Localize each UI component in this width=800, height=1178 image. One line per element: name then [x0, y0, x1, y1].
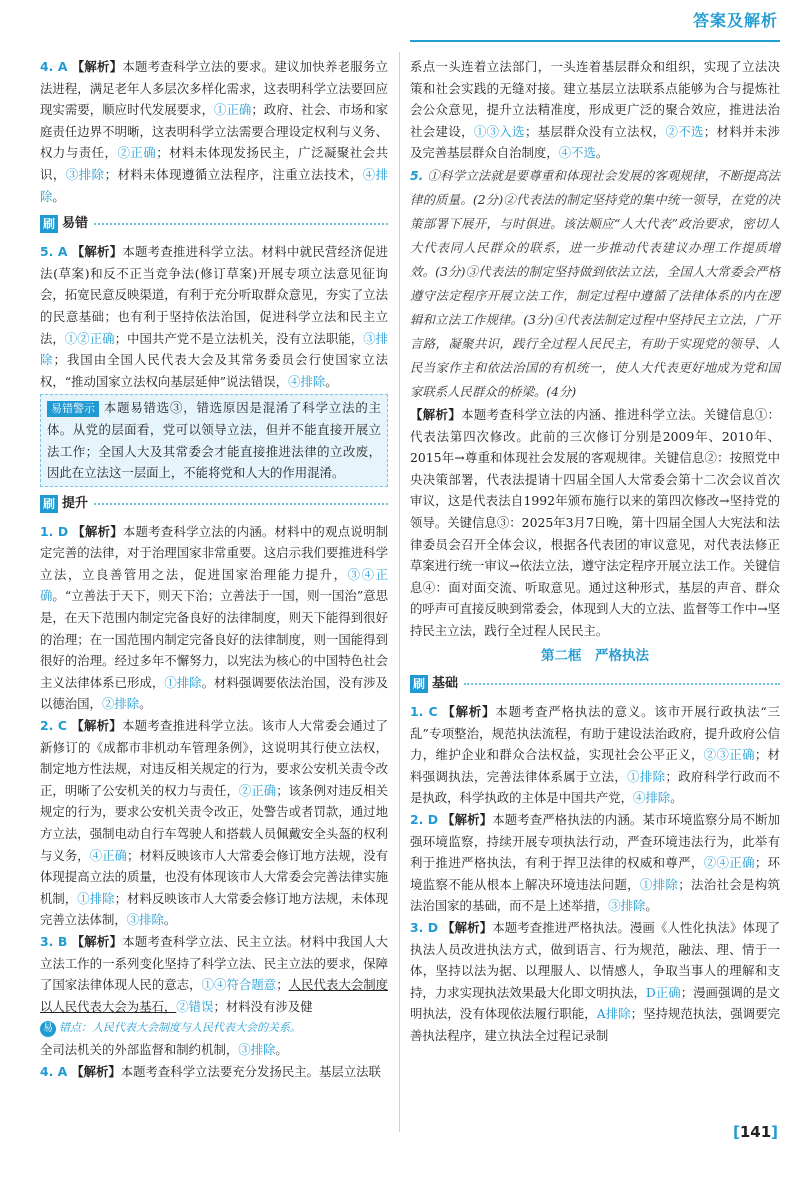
answer-item-q3: 3. D 【解析】本题考查推进严格执法。漫画《人性化执法》体现了执法人员改进执法方式，做到语言、行为规范，融法、理、情于一体，坚持以法为据、以理服人、以情感人，争取当事人的理解和支持，力求实现执法效果最大化即文明执法，D正确；漫画强调的是文明执法，没有体现依法履行职能，A排除；坚持规范执法，强调要完善执法程序，建立执法全过程记录制: [410, 920, 781, 1043]
brush-icon: 刷: [410, 675, 428, 693]
answer-item-4: 4. A 【解析】本题考查科学立法的要求。建议加快养老服务立法进程，满足老年人多层次多样化需求，这表明科学立法要回应现实需要，顺应时代发展要求，①正确；政府、社会、市场和家庭责任边界不明晰，这表明科学立法需要合理设定权利与义务、权力与责任，②正确；材料未体现发扬民主，广泛凝聚社会共识，③排除；材料未体现遵循立法程序，注重立法技术，④排除。: [40, 59, 389, 204]
answer-item-3-cont: 全司法机关的外部监督和制约机制，③排除。: [40, 1041, 288, 1057]
left-column: [40, 56, 388, 1082]
answer-item-1: 1. D 【解析】本题考查科学立法的内涵。材料中的观点说明制定完善的法律，对于治理国家非常重要。这启示我们要推进科学立法，立良善管用之法，促进国家治理能力提升，③④正确。“立善法于天下，则天下治；立善法于一国，则一国治”意思是，在天下范围内制定完备良好的法律制度，则天下能得到很好的治理；在一国范围内制定完备良好的法律制度，则一国能得到很好的治理。经过多年不懈努力，以宪法为核心的中国特色社会主义法律体系已形成，①排除。材料强调要依法治国，没有涉及以德治国，②排除。: [40, 523, 389, 712]
warning-tag: 易错警示: [47, 401, 99, 417]
answer-item-5-handwritten: 5. ①科学立法就是要尊重和体现社会发展的客观规律，不断提高法律的质量。(2分)②代表法的制定坚持党的集中统一领导，在党的决策部署下展开，与时俱进。该法顺应“人大代表”政治要求，密切人大代表同人民群众的联系，进一步推动代表建议办理工作提质增效。(3分)③代表法的制定坚持做到依法立法，全国人大常委会严格遵守法定程序开展立法工作，制定过程中遵循了法律体系的内在逻辑和立法工作规律。(3分)④代表法制定过程中坚持民主立法，广开言路，凝聚共识，践行全过程人民民主，有助于实现党的领导、人民当家作主和依法治国的有机统一，使人大代表更好地成为党和国家联系人民群众的桥梁。(4分): [410, 167, 780, 399]
brush-icon: 刷: [40, 495, 58, 513]
dotted-rule: [94, 223, 388, 225]
answer-item-4b-cont: 系点一头连着立法部门，一头连着基层群众和组织，实现了立法决策和社会实践的无缝对接。建立基层立法联系点能够为合与提炼社会公众意见，提升立法精准度，形成更广泛的聚合效应，推进法治社会建设，①③入选；基层群众没有立法权，②不选；材料并未涉及完善基层群众自治制度，④不选。: [410, 59, 781, 161]
answer-item-q1: 1. C 【解析】本题考查严格执法的意义。该市开展行政执法“三乱”专项整治，规范执法流程，有助于建设法治政府，提升政府公信力，维护企业和群众合法权益，实现社会公平正义，②③正确；材料强调执法，完善法律体系属于立法，①排除；政府科学行政而不是执政，科学执政的主体是中国共产党，④排除。: [410, 704, 781, 806]
section-title: 易错: [62, 216, 89, 232]
dotted-rule: [94, 503, 388, 505]
right-column: [410, 56, 780, 1047]
section-header-tisheng: [40, 493, 388, 515]
error-point-icon: 易: [40, 1021, 56, 1037]
page-number: [141]: [733, 1123, 779, 1141]
brush-icon: 刷: [40, 215, 58, 233]
section-title: 提升: [62, 495, 89, 511]
warning-text: 本题易错选③，错选原因是混淆了科学立法的主体。从党的层面看，党可以领导立法，但并不能直接开展立法工作；全国人大及其常委会才能直接推进法律的立改废，因此在立法这一层面上，不能将党和人大的作用混淆。: [47, 400, 381, 481]
error-point-note: 易 错点：人民代表大会制度与人民代表大会的关系。: [40, 1017, 388, 1039]
section-header-jichu: [410, 673, 780, 695]
answer-item-5-analysis: 【解析】本题考查科学立法的内涵、推进科学立法。关键信息①：代表法第四次修改。此前的三次修订分别是2009年、2010年、2015年→尊重和体现社会发展的客观规律。关键信息②：按照党中央决策部署，代表法提请十四届全国人大常委会第十二次会议首次审议，这是代表法自1992年颁布施行以来的第四次修改→坚持党的领导。关键信息③：2025年3月7日晚，第十四届全国人大宪法和法律委员会召开全体会议，根据各代表团的审议意见，对代表法修正草案进行统一审议→依法立法，遵守法定程序开展立法工作。关键信息④：面对面交流、听取意见。通过这种形式，基层的声音、群众的呼声可直接反映到常委会，体现到人大的立法、监督等工作中→坚持民主立法，践行全过程人民民主。: [410, 406, 781, 638]
answer-item-5: 5. A 【解析】本题考查推进科学立法。材料中就民营经济促进法(草案)和反不正当竞争法(修订草案)开展专项立法意见征询会，拓宽民意反映渠道，有利于充分听取群众意见，夯实了立法的民意基础；也有利于坚持依法治国，促进科学立法和民主立法，①②正确；中国共产党不是立法机关，没有立法职能，③排除；我国由全国人民代表大会及其常务委员会行使国家立法权，“推动国家立法权向基层延伸”说法错误，④排除。: [40, 244, 389, 389]
answer-item-q2: 2. D 【解析】本题考查严格执法的内涵。某市环境监察分局不断加强环境监察，持续开展专项执法行动，严查环境违法行为，此举有利于推进严格执法，有利于捍卫法律的权威和尊严，②④正确；环境监察不能从根本上解决环境违法问题，①排除；法治社会是构筑法治国家的基础，而不是上述举措，③排除。: [410, 812, 781, 914]
section-title: 基础: [432, 676, 459, 692]
answer-item-2: 2. C 【解析】本题考查推进科学立法。该市人大常委会通过了新修订的《成都市非机动车管理条例》，这说明其行使立法权，制定地方性法规，对违反相关规定的行为，要求公安机关责令改正，明晰了公安机关的权力与责任，②正确；该条例对违反相关规定的行为，要求公安机关责令改正，处警告或者罚款，通过地方立法，强制电动自行车驾驶人和搭载人员佩戴安全头盔的权利与义务，④正确；材料反映该市人大常委会修订地方法规，没有体现提高立法的质量，也没有体现该市人大常委会完善法律实施机制，①排除；材料反映该市人大常委会修订地方法规，未体现完善立法体制，③排除。: [40, 718, 389, 928]
header-bar: [0, 0, 800, 14]
answer-item-4b: 4. A 【解析】本题考查科学立法要充分发扬民主。基层立法联: [40, 1063, 381, 1079]
header-title: 答案及解析: [692, 11, 778, 30]
header-rule: [410, 40, 780, 42]
answer-item-3: 3. B 【解析】本题考查科学立法、民主立法。材料中我国人大立法工作的一系列变化坚持了科学立法、民主立法的要求，保障了国家法律体现人民的意志，①④符合题意；人民代表大会制度以人民代表大会为基石，②错误；材料没有涉及健: [40, 933, 389, 1014]
dotted-rule: [464, 683, 780, 685]
column-divider: [399, 52, 400, 1132]
error-warning-box: [40, 394, 388, 486]
section-header-yicuo: [40, 213, 388, 235]
chapter-title: 第二框 严格执法: [541, 647, 649, 664]
